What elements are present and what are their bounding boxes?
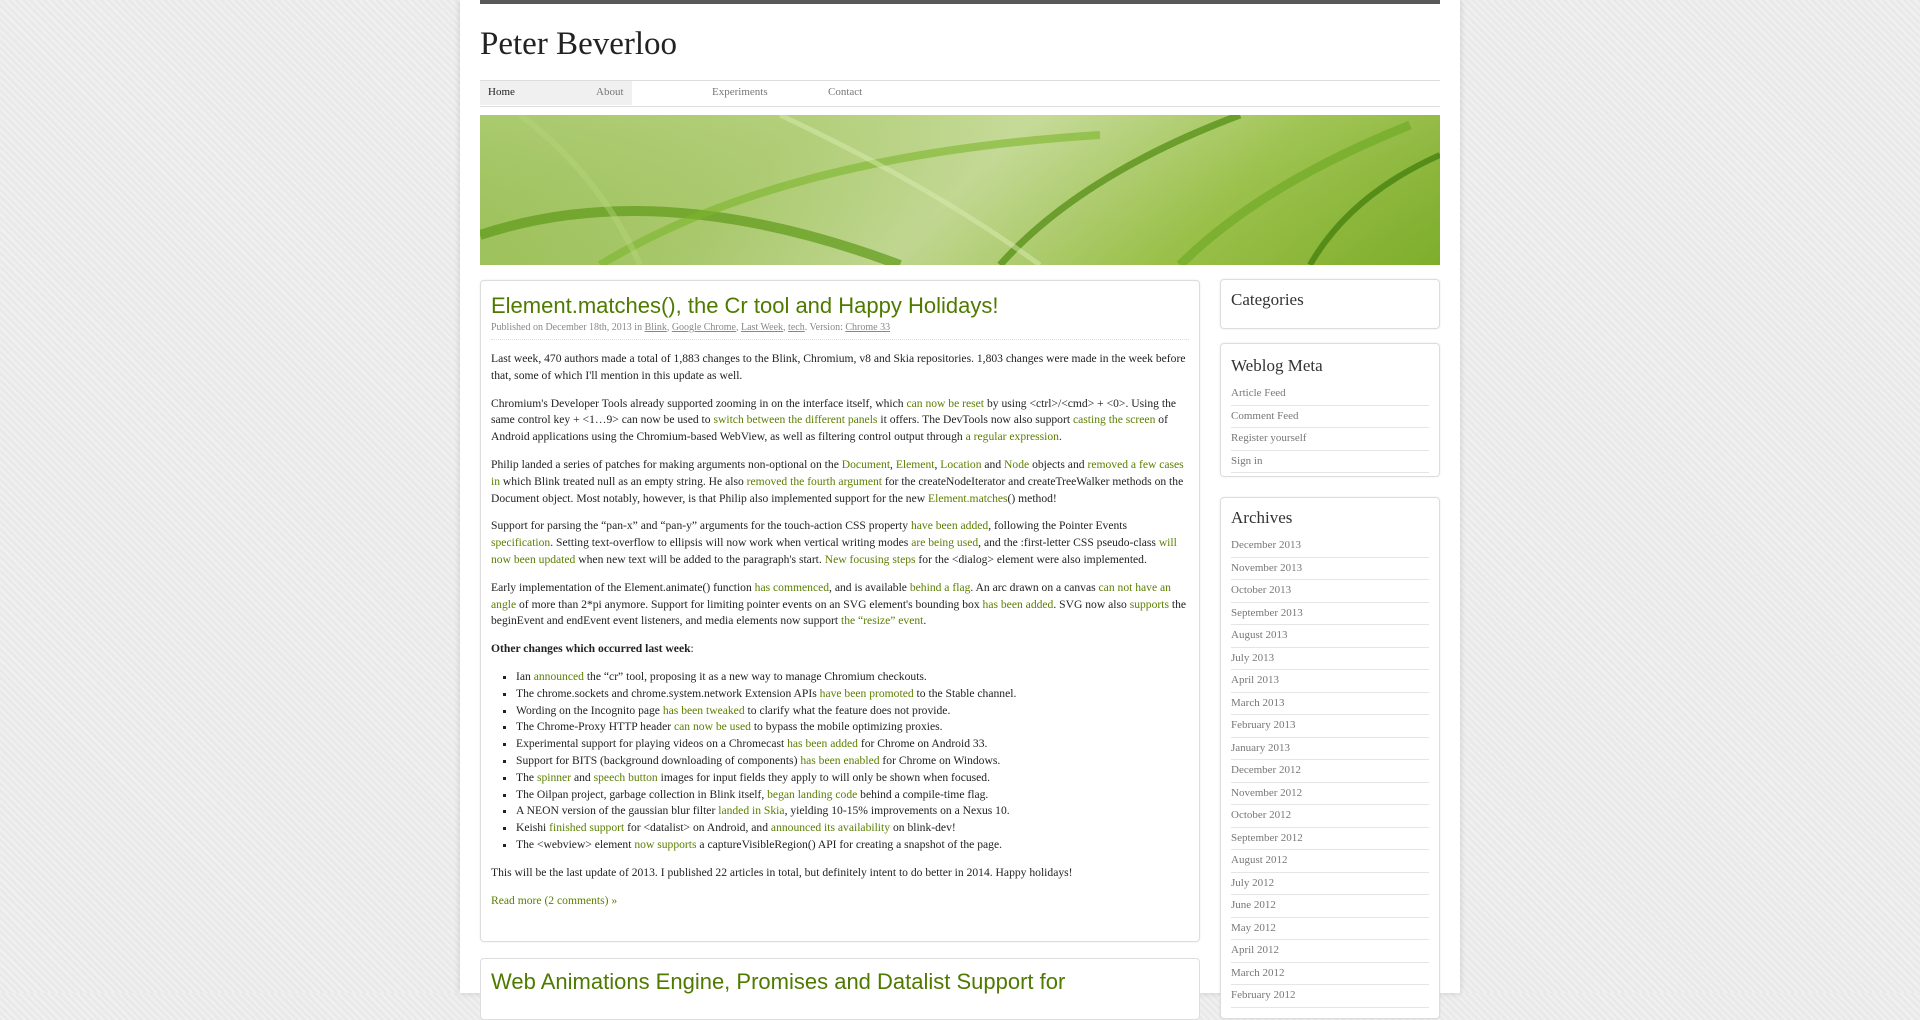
inline-link[interactable]: began landing code [767, 787, 858, 801]
archive-link[interactable]: October 2012 [1231, 805, 1429, 828]
paragraph: Philip landed a series of patches for making arguments non-optional on the Document, Element, Location and Node objects and removed a few cases in which Blink treated null as an empty string. He also removed the fourth argument for the createNodeIterator and createTreeWalker methods on the Document object. Most notably, however, is that Philip also implemented support for the new Element.matches() method! [491, 457, 1184, 505]
archive-link[interactable]: March 2013 [1231, 693, 1429, 716]
inline-link[interactable]: announced its availability [770, 821, 891, 835]
post-title[interactable]: Element.matches(), the Cr tool and Happy Holidays! [491, 293, 999, 318]
inline-link[interactable]: Element [895, 457, 935, 471]
inline-link[interactable]: have been added [910, 519, 989, 533]
meta-link-sign-in[interactable]: Sign in [1231, 451, 1429, 474]
post-published: Published on December 18th, 2013 in [491, 322, 643, 333]
archive-link[interactable]: November 2012 [1231, 783, 1429, 806]
next-post-title[interactable]: Web Animations Engine, Promises and Datalist Support for [491, 969, 1066, 994]
archives-list [1231, 535, 1429, 1008]
category-link-lastweek[interactable]: Last Week [740, 322, 784, 333]
paragraph: Chromium's Developer Tools already supported zooming in on the interface itself, which can now be reset by using <ctrl>/<cmd> + <0>. Using the same control key + <1…9> can now be used to switch between the different panels it offers. The DevTools now also support casting the screen of Android applications using the Chromium-based WebView, as well as filtering control output through a regular expression. [491, 396, 1177, 444]
inline-link[interactable]: switch between the different panels [713, 413, 878, 427]
nav-item-contact[interactable]: Contact [828, 86, 863, 98]
weblog-meta-list [1231, 383, 1429, 473]
inline-link[interactable]: can now be reset [906, 396, 985, 410]
nav-item-home[interactable]: Home [480, 81, 632, 105]
paragraph: Support for parsing the “pan-x” and “pan-y” arguments for the touch-action CSS property have been added, following the Pointer Events specification. Setting text-overflow to ellipsis will now work when vertical writing modes are being used, and the :first-letter CSS pseudo-class will now been updated when new text will be added to the paragraph's start. New focusing steps for the <dialog> element were also implemented. [491, 519, 1177, 566]
meta-link-register[interactable]: Register yourself [1231, 428, 1429, 451]
archive-link[interactable]: December 2012 [1231, 760, 1429, 783]
archive-link[interactable]: December 2013 [1231, 535, 1429, 558]
inline-link[interactable]: a regular expression [965, 430, 1059, 444]
inline-link[interactable]: has been tweaked [662, 703, 745, 717]
archive-link[interactable]: February 2012 [1231, 985, 1429, 1008]
inline-link[interactable]: announced [533, 669, 584, 683]
archive-link[interactable]: March 2012 [1231, 963, 1429, 986]
post-body [491, 351, 1189, 909]
other-changes-heading: Other changes which occurred last week: [491, 642, 694, 656]
nav-item-about[interactable]: About [596, 86, 624, 98]
list-item: ▪ The chrome.sockets and chrome.system.network Extension APIs have been promoted to the Stable channel. [516, 686, 1189, 703]
inline-link[interactable]: behind a flag [909, 580, 971, 594]
site-title[interactable]: Peter Beverloo [480, 26, 678, 62]
top-bar [480, 0, 1440, 4]
archives-title: Archives [1231, 508, 1293, 527]
archive-link[interactable]: November 2013 [1231, 558, 1429, 581]
archive-link[interactable]: July 2012 [1231, 873, 1429, 896]
grass-image [480, 115, 1440, 265]
inline-link[interactable]: can not have an angle [491, 580, 1171, 611]
inline-link[interactable]: spinner [536, 770, 572, 784]
inline-link[interactable]: are being used [911, 536, 979, 550]
list-item: ▪ Ian announced the “cr” tool, proposing it as a new way to manage Chromium checkouts. [516, 669, 1189, 686]
archive-link[interactable]: September 2013 [1231, 603, 1429, 626]
paragraph: Last week, 470 authors made a total of 1,883 changes to the Blink, Chromium, v8 and Skia repositories. 1,803 changes were made in the week before that, some of which I'll mention in this update as well. [491, 352, 1186, 382]
next-post [480, 958, 1200, 1020]
archive-link[interactable]: May 2012 [1231, 918, 1429, 941]
inline-link[interactable]: New focusing steps [824, 552, 916, 566]
category-link-tech[interactable]: tech [788, 322, 805, 333]
list-item: ▪ The spinner and speech button images for input fields they apply to will only be shown when focused. [516, 770, 1189, 787]
inline-link[interactable]: specification [491, 536, 551, 550]
archive-link[interactable]: August 2012 [1231, 850, 1429, 873]
inline-link[interactable]: the “resize” event [840, 614, 924, 628]
list-item: ▪ The <webview> element now supports a captureVisibleRegion() API for creating a snapshot of the page. [516, 837, 1189, 854]
inline-link[interactable]: has been added [982, 597, 1054, 611]
read-more-link[interactable]: Read more (2 comments) » [491, 893, 618, 907]
post-article [480, 280, 1200, 942]
category-link-blink[interactable]: Blink [644, 322, 667, 333]
categories-widget [1220, 279, 1440, 329]
archive-link[interactable]: April 2013 [1231, 670, 1429, 693]
archive-link[interactable]: February 2013 [1231, 715, 1429, 738]
inline-link[interactable]: removed the fourth argument [746, 474, 882, 488]
inline-link[interactable]: speech button [593, 770, 658, 784]
inline-link[interactable]: Location [940, 457, 982, 471]
changes-list [491, 669, 1189, 854]
archives-widget [1220, 497, 1440, 1019]
header-banner [480, 115, 1440, 265]
archive-link[interactable]: April 2012 [1231, 940, 1429, 963]
inline-link[interactable]: has commenced [754, 580, 830, 594]
read-more-row [491, 893, 1189, 910]
list-item: ▪ A NEON version of the gaussian blur filter landed in Skia, yielding 10-15% improvements on a Nexus 10. [516, 803, 1189, 820]
archive-link[interactable]: June 2012 [1231, 895, 1429, 918]
page [460, 0, 1460, 1001]
inline-link[interactable]: Element.matches [928, 491, 1008, 505]
archive-link[interactable]: January 2013 [1231, 738, 1429, 761]
list-item: ▪ The Chrome-Proxy HTTP header can now be used to bypass the mobile optimizing proxies. [516, 719, 1189, 736]
inline-link[interactable]: will now been updated [491, 536, 1177, 566]
inline-link[interactable]: has been enabled [800, 753, 880, 767]
inline-link[interactable]: now supports [634, 837, 697, 851]
archive-link[interactable]: August 2013 [1231, 625, 1429, 648]
inline-link[interactable]: have been promoted [819, 686, 914, 700]
paragraph: This will be the last update of 2013. I published 22 articles in total, but definitely intent to do better in 2014. Happy holidays! [491, 865, 1073, 879]
categories-title: Categories [1231, 290, 1304, 309]
version-label: . Version: [804, 322, 843, 333]
inline-link[interactable]: casting the screen [1072, 413, 1156, 427]
inline-link[interactable]: landed in Skia [718, 804, 785, 818]
inline-link[interactable]: removed a few cases in [491, 457, 1184, 488]
archive-link[interactable]: July 2013 [1231, 648, 1429, 671]
list-item: ▪ Keishi finished support for <datalist> on Android, and announced its availability on blink-dev! [516, 820, 1189, 837]
weblog-meta-widget [1220, 343, 1440, 477]
inline-link[interactable]: finished support [549, 821, 625, 835]
meta-link-article-feed[interactable]: Article Feed [1231, 383, 1429, 406]
archive-link[interactable]: October 2013 [1231, 580, 1429, 603]
version-link[interactable]: Chrome 33 [845, 322, 891, 333]
inline-link[interactable]: has been added [787, 737, 858, 751]
post-meta: Published on December 18th, 2013 in Blink, Google Chrome, Last Week, tech. Version: Chrome 33 [491, 322, 1189, 340]
archive-link[interactable]: September 2012 [1231, 828, 1429, 851]
list-item: ▪ The Oilpan project, garbage collection in Blink itself, began landing code behind a compile-time flag. [516, 787, 1189, 804]
inline-link[interactable]: Node [1004, 457, 1030, 471]
inline-link[interactable]: supports [1129, 597, 1169, 611]
nav-item-experiments[interactable]: Experiments [712, 86, 768, 98]
paragraph: Early implementation of the Element.animate() function has commenced, and is available behind a flag. An arc drawn on a canvas can not have an angle of more than 2*pi anymore. Support for limiting pointer events on an SVG element's bounding box has been added. SVG now also supports the beginEvent and endEvent event listeners, and media elements now support the “resize” event. [491, 580, 1187, 628]
meta-link-comment-feed[interactable]: Comment Feed [1231, 406, 1429, 429]
weblog-meta-title: Weblog Meta [1231, 356, 1323, 375]
inline-link[interactable]: Document [841, 457, 891, 471]
inline-link[interactable]: can now be used [673, 720, 751, 734]
list-item: ▪ Wording on the Incognito page has been tweaked to clarify what the feature does not provide. [516, 703, 1189, 720]
list-item: ▪ Support for BITS (background downloading of components) has been enabled for Chrome on Windows. [516, 753, 1189, 770]
list-item: ▪ Experimental support for playing videos on a Chromecast has been added for Chrome on Android 33. [516, 736, 1189, 753]
main-nav [480, 80, 1440, 107]
category-link-chrome[interactable]: Google Chrome [671, 322, 736, 333]
